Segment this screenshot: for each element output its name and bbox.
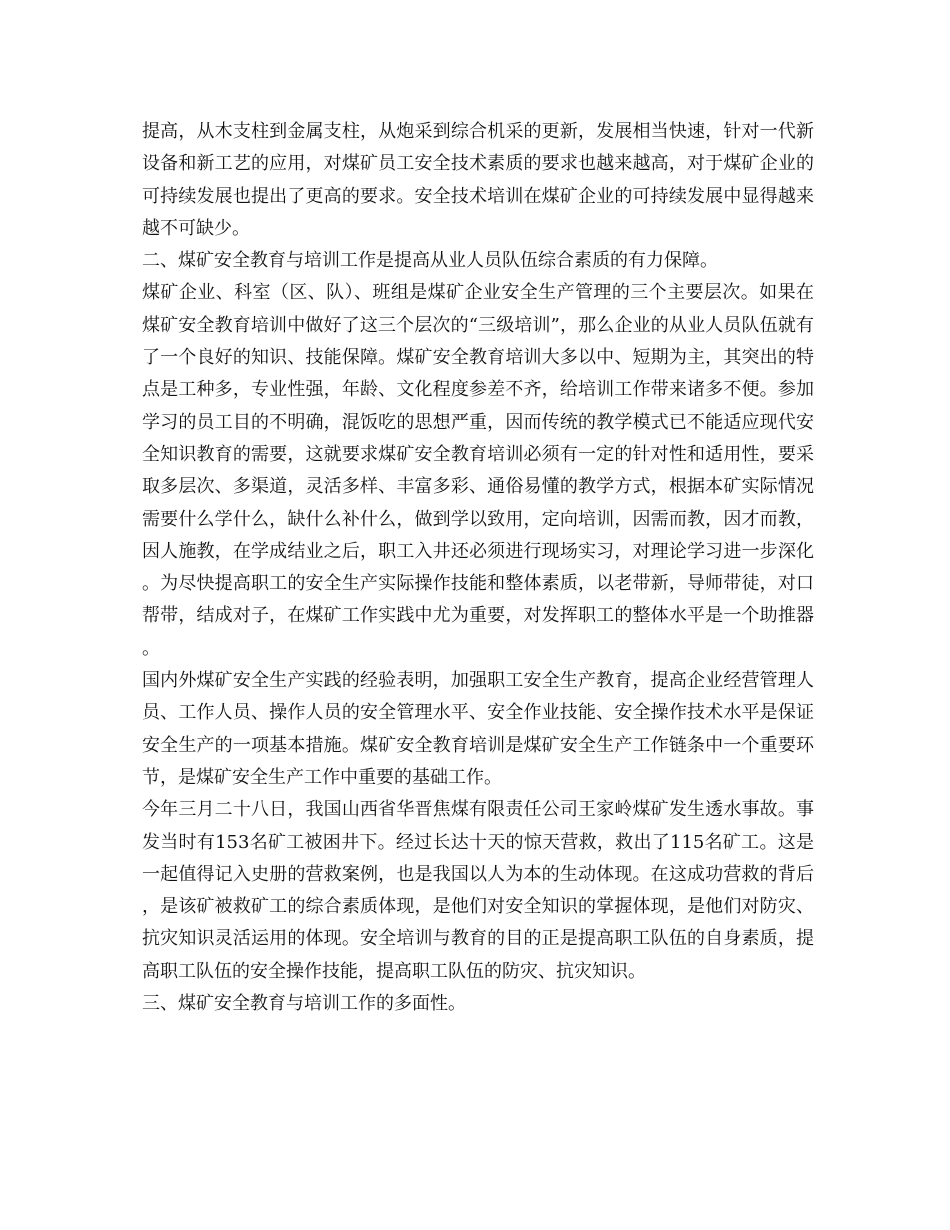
paragraph-rescue-case: 今年三月二十八日，我国山西省华晋焦煤有限责任公司王家岭煤矿发生透水事故。事发当时有153名矿工被困井下。经过长达十天的惊天营救，救出了115名矿工。这是一起值得记入史册的营救案例，也是我国以人为本的生动体现。在这成功营救的背后，是该矿被救矿工的综合素质体现，是他们对安全知识的掌握体现，是他们对防灾、抗灾知识灵活运用的体现。安全培训与教育的目的正是提高职工队伍的自身素质，提高职工队伍的安全操作技能，提高职工队伍的防灾、抗灾知识。 (142, 799, 814, 982)
section-heading-2: 二、煤矿安全教育与培训工作是提高从业人员队伍综合素质的有力保障。 (142, 250, 718, 272)
section-heading-3: 三、煤矿安全教育与培训工作的多面性。 (142, 993, 466, 1015)
paragraph-three-level-training: 煤矿企业、科室（区、队）、班组是煤矿企业安全生产管理的三个主要层次。如果在煤矿安全教育培训中做好了这三个层次的“三级培训”，那么企业的从业人员队伍就有了一个良好的知识、技能保障。煤矿安全教育培训大多以中、短期为主，其突出的特点是工种多，专业性强，年龄、文化程度参差不齐，给培训工作带来诸多不便。参加学习的员工目的不明确，混饭吃的思想严重，因而传统的教学模式已不能适应现代安全知识教育的需要，这就要求煤矿安全教育培训必须有一定的针对性和适用性，要采取多层次、多渠道，灵活多样、丰富多彩、通俗易懂的教学方式，根据本矿实际情况需要什么学什么，缺什么补什么，做到学以致用，定向培训，因需而教，因才而教，因人施教，在学成结业之后，职工入井还必须进行现场实习，对理论学习进一步深化。为尽快提高职工的安全生产实际操作技能和整体素质，以老带新，导师带徒，对口帮带，结成对子，在煤矿工作实践中尤为重要，对发挥职工的整体水平是一个助推器。 (142, 282, 814, 659)
paragraph-safety-experience: 国内外煤矿安全生产实践的经验表明，加强职工安全生产教育，提高企业经营管理人员、工作人员、操作人员的安全管理水平、安全作业技能、安全操作技术水平是保证安全生产的一项基本措施。煤矿安全教育培训是煤矿安全生产工作链条中一个重要环节，是煤矿安全生产工作中重要的基础工作。 (142, 670, 814, 788)
document-body (142, 116, 814, 1020)
paragraph-continuation: 提高，从木支柱到金属支柱，从炮采到综合机采的更新，发展相当快速，针对一代新设备和新工艺的应用，对煤矿员工安全技术素质的要求也越来越高，对于煤矿企业的可持续发展也提出了更高的要求。安全技术培训在煤矿企业的可持续发展中显得越来越不可缺少。 (142, 121, 814, 239)
